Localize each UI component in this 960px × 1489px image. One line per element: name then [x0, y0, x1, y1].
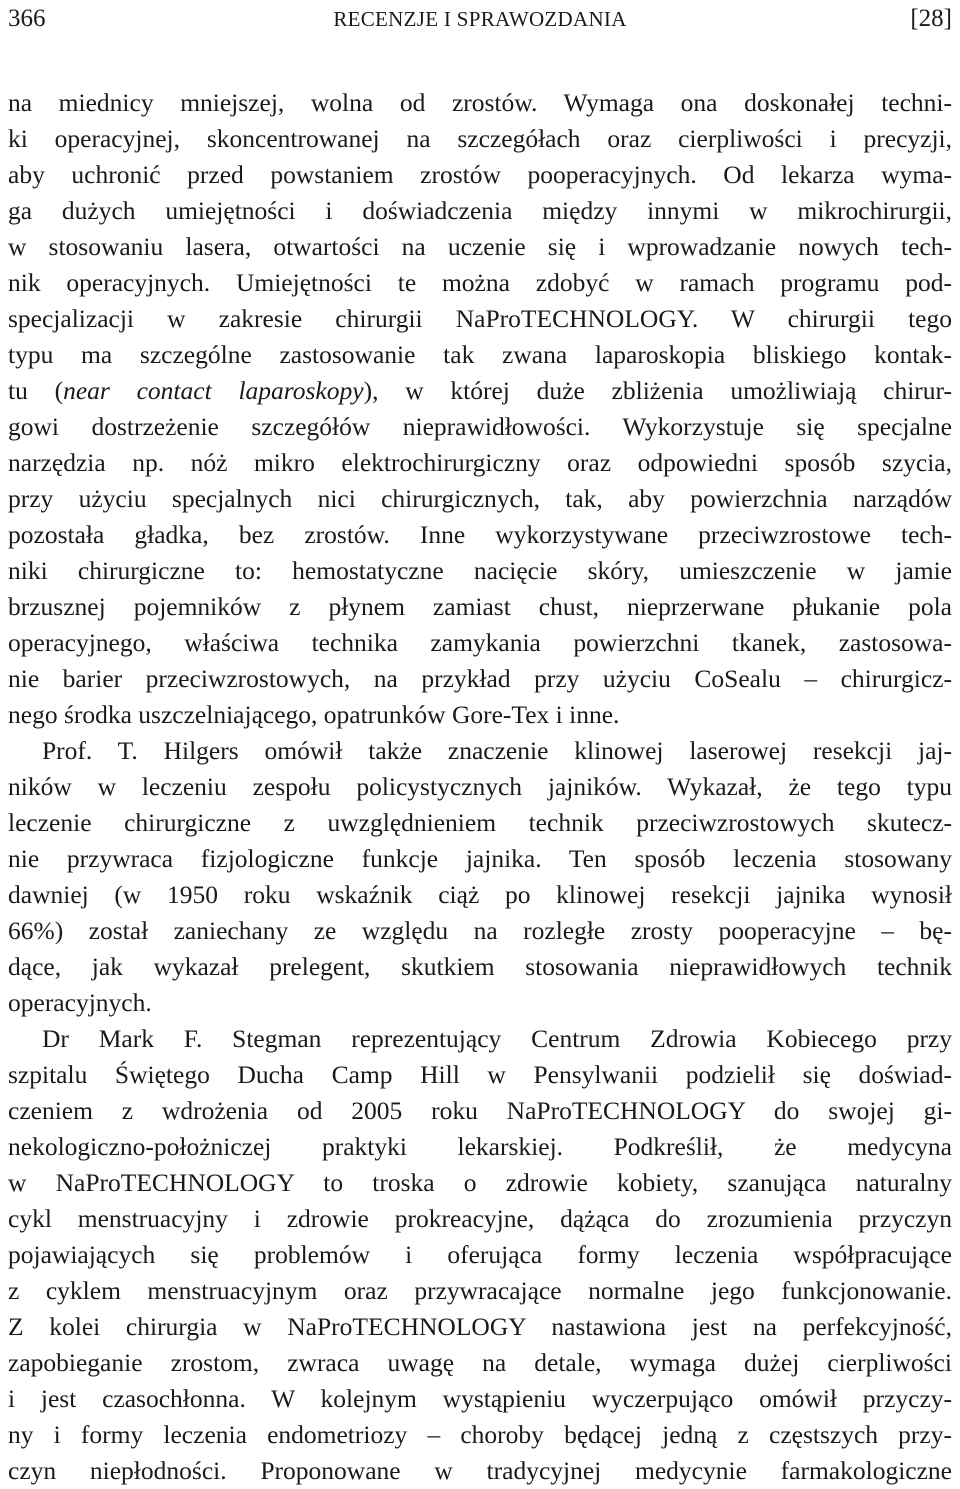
- text-line: brzusznej pojemników z płynem zamiast chust, nieprzerwane płukanie pola: [8, 592, 952, 621]
- text-line: nie barier przeciwzrostowych, na przykład przy użyciu CoSealu – chirurgicz-: [8, 664, 952, 693]
- text-line: Z kolei chirurgia w NaProTECHNOLOGY nastawiona jest na perfekcyjność,: [8, 1312, 952, 1341]
- text-line: niki chirurgiczne to: hemostatyczne nacięcie skóry, umieszczenie w jamie: [8, 556, 952, 585]
- text-line: cykl menstruacyjny i zdrowie prokreacyjne, dążąca do zrozumienia przyczyn: [8, 1204, 952, 1233]
- text-line: w NaProTECHNOLOGY to troska o zdrowie kobiety, szanująca naturalny: [8, 1168, 952, 1197]
- text-segment: ), w której duże zbliżenia umożliwiają chirur-: [363, 376, 953, 405]
- running-header: [8, 2, 952, 36]
- text-line: szpitalu Świętego Ducha Camp Hill w Pensylwanii podzielił się doświad-: [8, 1060, 952, 1089]
- text-line: ników w leczeniu zespołu policystycznych jajników. Wykazał, że tego typu: [8, 772, 952, 801]
- volume-number: [28]: [910, 5, 952, 32]
- text-line: gowi dostrzeżenie szczegółów nieprawidłowości. Wykorzystuje się specjalne: [8, 412, 952, 441]
- text-line: nik operacyjnych. Umiejętności te można zdobyć w ramach programu pod-: [8, 268, 952, 297]
- text-line: operacyjnych.: [8, 988, 152, 1017]
- text-line: czyn niepłodności. Proponowane w tradycyjnej medycynie farmakologiczne: [8, 1456, 952, 1485]
- text-line: i jest czasochłonna. W kolejnym wystąpieniu wyczerpująco omówił przyczy-: [8, 1384, 952, 1413]
- text-line: ga dużych umiejętności i doświadczenia między innymi w mikrochirurgii,: [8, 196, 952, 225]
- text-line: [8, 373, 952, 409]
- text-line: przy użyciu specjalnych nici chirurgicznych, tak, aby powierzchnia narządów: [8, 484, 952, 513]
- text-line: nego środka uszczelniającego, opatrunków Gore-Tex i inne.: [8, 700, 620, 729]
- text-line: Prof. T. Hilgers omówił także znaczenie klinowej laserowej resekcji jaj-: [42, 736, 952, 765]
- page-number: 366: [8, 5, 46, 32]
- text-line: operacyjnego, właściwa technika zamykania powierzchni tkanek, zastosowa-: [8, 628, 952, 657]
- text-line: pojawiających się problemów i oferująca formy leczenia współpracujące: [8, 1240, 952, 1269]
- text-line: specjalizacji w zakresie chirurgii NaProTECHNOLOGY. W chirurgii tego: [8, 304, 952, 333]
- text-line: dące, jak wykazał prelegent, skutkiem stosowania nieprawidłowych technik: [8, 952, 952, 981]
- text-line: ki operacyjnej, skoncentrowanej na szczegółach oraz cierpliwości i precyzji,: [8, 124, 952, 153]
- text-line: pozostała gładka, bez zrostów. Inne wykorzystywane przeciwzrostowe tech-: [8, 520, 952, 549]
- text-line: w stosowaniu lasera, otwartości na uczenie się i wprowadzanie nowych tech-: [8, 232, 952, 261]
- text-line: aby uchronić przed powstaniem zrostów pooperacyjnych. Od lekarza wyma-: [8, 160, 952, 189]
- text-line: typu ma szczególne zastosowanie tak zwana laparoskopia bliskiego kontak-: [8, 340, 952, 369]
- text-line: 66%) został zaniechany ze względu na rozległe zrosty pooperacyjne – bę-: [8, 916, 952, 945]
- text-line: nekologiczno-położniczej praktyki lekarskiej. Podkreślił, że medycyna: [8, 1132, 952, 1161]
- text-line: dawniej (w 1950 roku wskaźnik ciąż po klinowej resekcji jajnika wynosił: [8, 880, 952, 909]
- text-line: nie przywraca fizjologiczne funkcje jajnika. Ten sposób leczenia stosowany: [8, 844, 952, 873]
- text-line: z cyklem menstruacyjnym oraz przywracające normalne jego funkcjonowanie.: [8, 1276, 952, 1305]
- text-line: Dr Mark F. Stegman reprezentujący Centrum Zdrowia Kobiecego przy: [42, 1024, 952, 1053]
- text-line: narzędzia np. nóż mikro elektrochirurgiczny oraz odpowiedni sposób szycia,: [8, 448, 952, 477]
- article-body: [8, 85, 952, 1489]
- text-line: leczenie chirurgiczne z uwzględnieniem technik przeciwzrostowych skutecz-: [8, 808, 952, 837]
- text-segment: tu (: [8, 376, 64, 405]
- running-title: RECENZJE I SPRAWOZDANIA: [333, 7, 627, 31]
- text-line: zapobieganie zrostom, zwraca uwagę na detale, wymaga dużej cierpliwości: [8, 1348, 952, 1377]
- text-line: czeniem z wdrożenia od 2005 roku NaProTECHNOLOGY do swojej gi-: [8, 1096, 952, 1125]
- text-line: na miednicy mniejszej, wolna od zrostów. Wymaga ona doskonałej techni-: [8, 88, 952, 117]
- italic-term: near contact laparoskopy: [63, 376, 364, 405]
- text-line: ny i formy leczenia endometriozy – choroby będącej jedną z częstszych przy-: [8, 1420, 952, 1449]
